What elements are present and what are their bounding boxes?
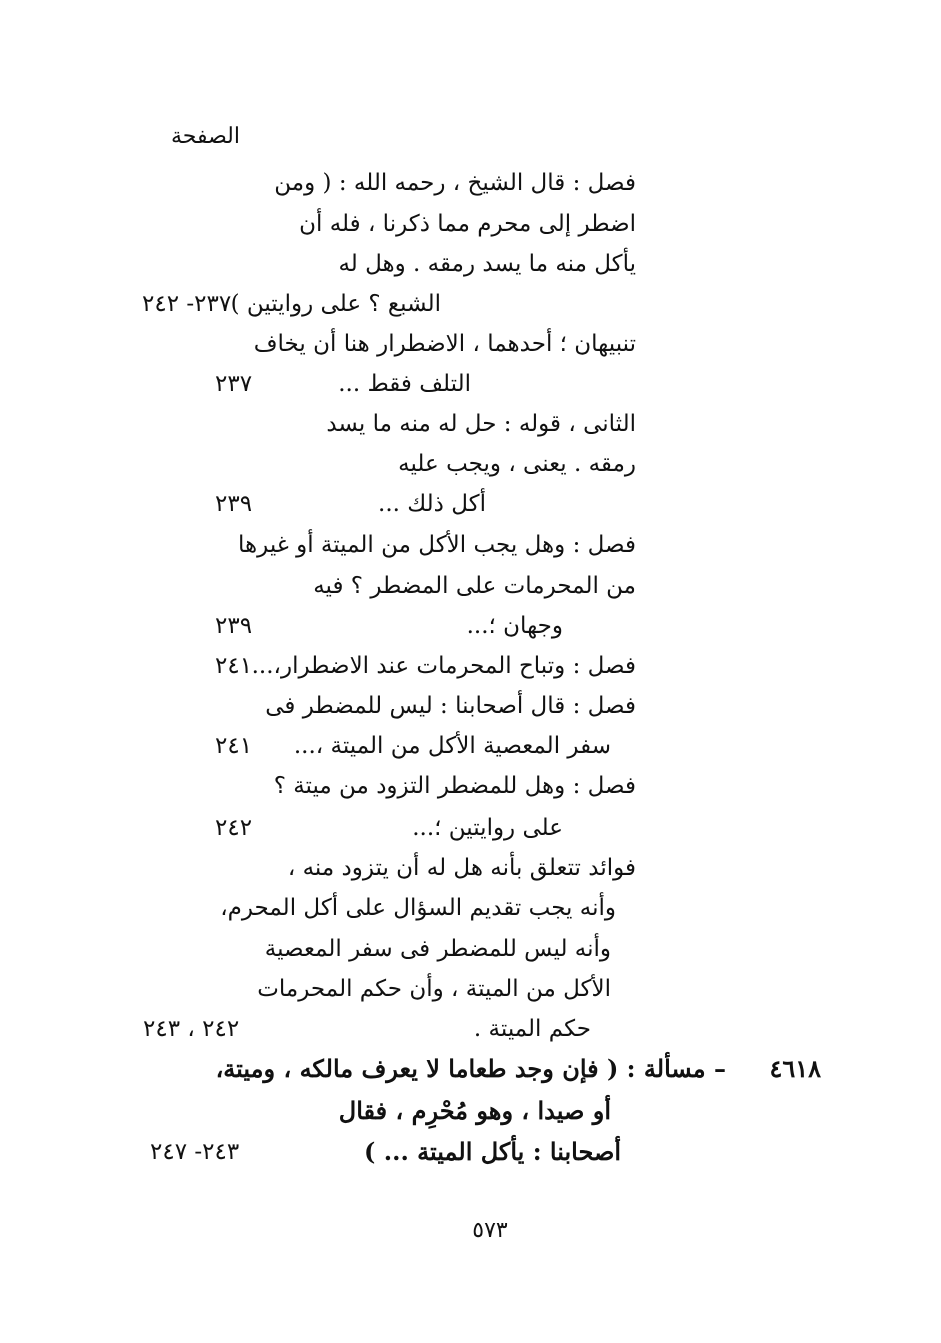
entry-line: أكل ذلك ... [378,491,486,517]
page-reference: ٢٤٢ ، ٢٤٣ [143,1016,240,1042]
page-reference: ٢٤٣- ٢٤٧ [150,1139,240,1165]
page-reference: ٢٤١ [215,653,253,679]
entry-line: فصل : وهل للمضطر التزود من ميتة ؟ [273,773,636,799]
page-reference: ٢٤١ [215,733,253,759]
masala-line: – مسألة : ( فإن وجد طعاما لا يعرف مالكه ، وميتة، [215,1054,726,1083]
entry-line: فصل : قال الشيخ ، رحمه الله : ( ومن [274,170,636,196]
entry-line: سفر المعصية الأكل من الميتة ،... [293,733,611,759]
entry-line: رمقه . يعنى ، ويجب عليه [398,451,636,477]
page-column-header: الصفحة [170,124,240,149]
entry-line: حكم الميتة . [473,1016,591,1042]
masala-line: أصحابنا : يأكل الميتة ... ) [364,1137,621,1166]
entry-line: الشبع ؟ على روايتين ) [230,291,441,317]
entry-line: فصل : وهل يجب الأكل من الميتة أو غيرها [238,532,636,558]
entry-line: يأكل منه ما يسد رمقه . وهل له [338,251,636,277]
entry-line: فصل : وتباح المحرمات عند الاضطرار،... [251,653,636,679]
page-reference: ٢٣٧- ٢٤٢ [142,291,232,317]
entry-line: الأكل من الميتة ، وأن حكم المحرمات [257,976,611,1002]
entry-line: تنبيهان ؛ أحدهما ، الاضطرار هنا أن يخاف [253,331,636,357]
masala-number: ٤٦١٨ [769,1054,821,1083]
page-reference: ٢٣٩ [215,613,253,639]
page-number: ٥٧٣ [472,1218,508,1243]
entry-line: فوائد تتعلق بأنه هل له أن يتزود منه ، [287,855,636,881]
entry-line: وأنه يجب تقديم السؤال على أكل المحرم، [220,895,616,921]
entry-line: الثانى ، قوله : حل له منه ما يسد [326,411,636,437]
entry-line: اضطر إلى محرم مما ذكرنا ، فله أن [299,211,636,237]
entry-line: وأنه ليس للمضطر فى سفر المعصية [264,936,611,962]
entry-line: وجهان ؛... [466,613,563,639]
page-reference: ٢٣٧ [215,371,253,397]
entry-line: على روايتين ؛... [412,815,563,841]
entry-line: فصل : قال أصحابنا : ليس للمضطر فى [265,693,636,719]
entry-line: من المحرمات على المضطر ؟ فيه [313,573,636,599]
page-reference: ٢٣٩ [215,491,253,517]
masala-line: أو صيدا ، وهو مُحْرِم ، فقال [338,1096,611,1125]
page-reference: ٢٤٢ [215,815,253,841]
entry-line: التلف فقط ... [338,371,471,397]
